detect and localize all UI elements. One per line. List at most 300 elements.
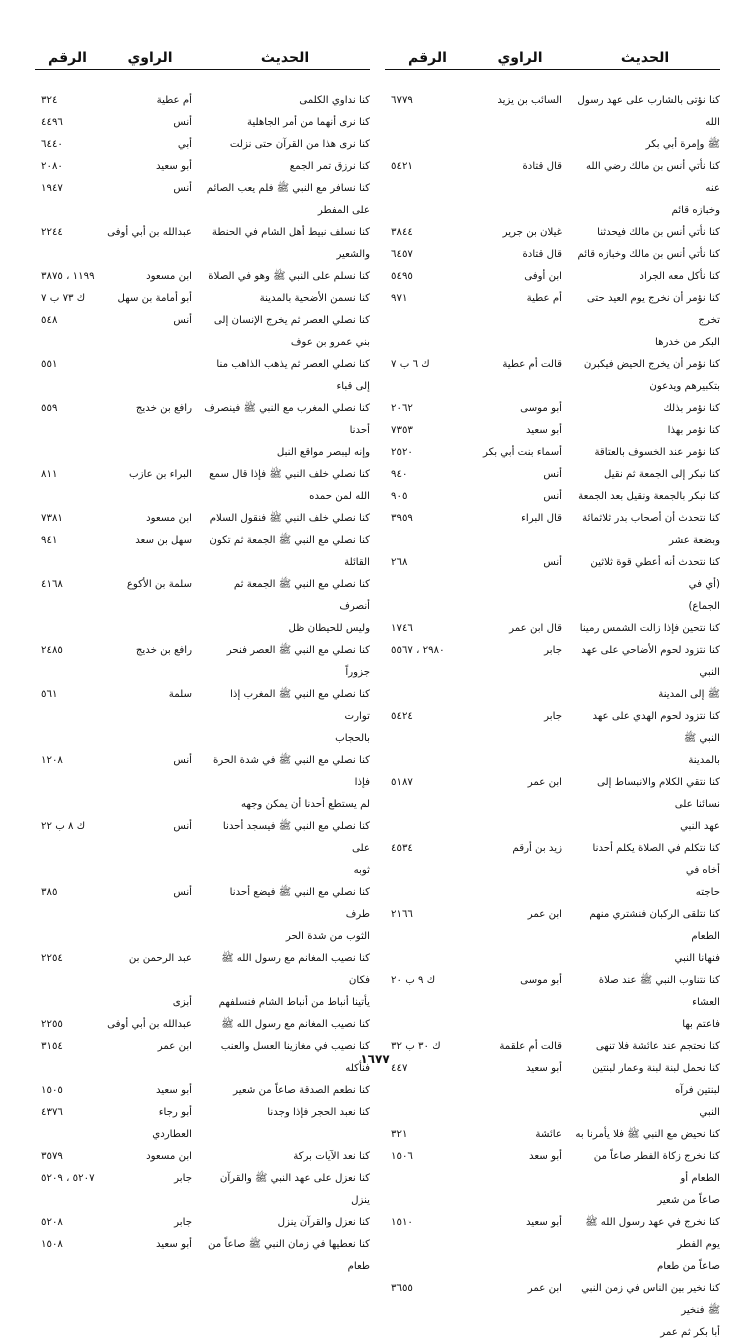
- rawi-name: [100, 926, 200, 948]
- hadith-number: ٨١١: [41, 469, 58, 480]
- hadith-number: ٣٢١: [391, 1129, 408, 1140]
- rawi-name: سلمة بن الأكوع: [126, 579, 192, 590]
- header-hadith: الحديث: [620, 50, 670, 66]
- hadith-number: ك ٨ ب ٢٢: [41, 821, 86, 832]
- hadith-text: كنا نحتجم عند عائشة فلا تنهى: [595, 1041, 720, 1052]
- rawi-name: عائشة: [535, 1129, 562, 1140]
- hadith-number: ٢٢٥٤: [41, 953, 63, 964]
- rawi-name: قالت أم عطية: [502, 359, 562, 370]
- table-row: [35, 134, 370, 156]
- table-row: [35, 310, 370, 332]
- hadith-text: كنا نحمل لبنة لبنة وعمار لبنتين لبنتين فرآه: [592, 1063, 720, 1096]
- hadith-number: [35, 376, 100, 398]
- rawi-name: [470, 816, 570, 838]
- hadith-text: كنا نؤمر بذلك: [663, 403, 720, 414]
- hadith-text: كنا نخير بين الناس في زمن النبي ﷺ فنخير: [581, 1283, 720, 1316]
- rawi-name: أنس: [173, 821, 192, 832]
- hadith-text: كنا نتحين فإذا زالت الشمس رمينا: [579, 623, 720, 634]
- table-row: [35, 1212, 370, 1234]
- hadith-text: فاعتم بها: [682, 1019, 720, 1030]
- hadith-number: [385, 1102, 470, 1124]
- rawi-name: غيلان بن جرير: [502, 227, 562, 238]
- rawi-name: أم عطية: [156, 95, 192, 106]
- rawi-name: أنس: [173, 117, 192, 128]
- hadith-number: ٥٤٨: [41, 315, 58, 326]
- rawi-name: [100, 200, 200, 222]
- rawi-name: [100, 376, 200, 398]
- table-row: [385, 1322, 720, 1344]
- hadith-text: ﷺ وإمرة أبي بكر: [645, 139, 720, 150]
- hadith-number: [385, 376, 470, 398]
- hadith-text: يأتينا أنباط من أنباط الشام فنسلفهم: [218, 997, 370, 1008]
- rawi-name: [470, 596, 570, 618]
- hadith-number: ٦٤٤٠: [41, 139, 63, 150]
- hadith-text: كنا نؤمر بهذا: [667, 425, 720, 436]
- rawi-name: جابر: [544, 711, 562, 722]
- table-row: [35, 728, 370, 750]
- rawi-name: أبو سعيد: [525, 425, 562, 436]
- hadith-number: ك ٦ ب ٧: [391, 359, 430, 370]
- hadith-text: كنا نرى أنهما من أمر الجاهلية: [246, 117, 370, 128]
- hadith-number: [385, 530, 470, 552]
- rawi-name: أبزى: [172, 997, 192, 1008]
- table-row: [385, 970, 720, 1014]
- hadith-number: [385, 882, 470, 904]
- left-column: [35, 40, 370, 1278]
- hadith-number: [35, 552, 100, 574]
- rawi-name: ابن أوفى: [524, 271, 562, 282]
- table-row: [35, 464, 370, 486]
- table-row: [385, 772, 720, 816]
- hadith-number: [385, 1322, 470, 1344]
- hadith-number: [385, 1014, 470, 1036]
- hadith-text: كنا نتقي الكلام والانبساط إلى نسائنا على: [597, 777, 720, 810]
- hadith-text: كنا نصلي مع النبي ﷺ الجمعة ثم أنصرف: [233, 579, 370, 612]
- hadith-text: كنا نصيب المغانم مع رسول الله ﷺ: [221, 1019, 370, 1030]
- hadith-text: كنا نصيب في مغازينا العسل والعنب فنأكله: [220, 1041, 370, 1074]
- hadith-number: ٦٤٥٧: [391, 249, 413, 260]
- table-row: [35, 1256, 370, 1278]
- table-row: [35, 860, 370, 882]
- hadith-number: ٥٥١: [41, 359, 58, 370]
- hadith-number: ٢٦٨: [391, 557, 408, 568]
- rawi-name: [470, 530, 570, 552]
- table-row: [35, 1014, 370, 1036]
- table-row: [385, 640, 720, 684]
- hadith-number: ك ٩ ب ٢٠: [391, 975, 436, 986]
- hadith-number: [385, 948, 470, 970]
- rawi-name: [470, 750, 570, 772]
- right-column-header: [385, 40, 720, 70]
- table-row: [35, 288, 370, 310]
- hadith-text: كنا نصلي المغرب مع النبي ﷺ فينصرف أحدنا: [204, 403, 370, 436]
- rawi-name: أنس: [173, 887, 192, 898]
- hadith-text: كنا نعد الآيات بركة: [293, 1151, 370, 1162]
- table-row: [35, 398, 370, 442]
- hadith-number: [385, 332, 470, 354]
- hadith-number: ٢٠٨٠: [41, 161, 63, 172]
- rawi-name: قالت أم علقمة: [499, 1041, 562, 1052]
- rawi-name: سلمة: [168, 689, 192, 700]
- hadith-text: كنا نصلي العصر ثم يذهب الذاهب منا: [216, 359, 370, 370]
- rawi-name: العطاردي: [152, 1129, 192, 1140]
- hadith-text: كنا نتكلم في الصلاة يكلم أحدنا أخاه في: [592, 843, 720, 876]
- hadith-number: ١٥٠٨: [41, 1239, 63, 1250]
- hadith-text: فنهانا النبي: [674, 953, 720, 964]
- hadith-text: الثوب من شدة الحر: [285, 931, 370, 942]
- table-row: [35, 552, 370, 574]
- table-row: [385, 1212, 720, 1256]
- hadith-number: ١٧٤٦: [391, 623, 413, 634]
- table-row: [385, 200, 720, 222]
- hadith-number: ٢٤٨٥: [41, 645, 63, 656]
- rawi-name: أبو موسى: [520, 403, 562, 414]
- hadith-text: كنا نصلي مع النبي ﷺ فيسجد أحدنا على: [222, 821, 370, 854]
- header-hadith: الحديث: [260, 50, 310, 66]
- hadith-text: كنا نأتي أنس بن مالك فيحدثنا: [597, 227, 720, 238]
- hadith-text: كنا نسافر مع النبي ﷺ فلم يعب الصائم: [206, 183, 370, 194]
- hadith-text: حاجته: [695, 887, 720, 898]
- hadith-number: [385, 684, 470, 706]
- hadith-text: كنا نؤمر أن يخرج الحيض فيكبرن: [583, 359, 720, 370]
- hadith-text: لم يستطع أحدنا أن يمكن وجهه: [240, 799, 370, 810]
- rawi-name: قال البراء: [521, 513, 562, 524]
- hadith-number: [385, 134, 470, 156]
- table-row: [385, 1124, 720, 1146]
- table-row: [385, 596, 720, 618]
- table-row: [385, 706, 720, 750]
- hadith-number: [35, 992, 100, 1014]
- hadith-number: ٤٤٧: [391, 1063, 408, 1074]
- table-row: [35, 200, 370, 222]
- hadith-number: ٩٤٠: [391, 469, 408, 480]
- hadith-text: وخبازه قائم: [671, 205, 720, 216]
- table-row: [35, 684, 370, 728]
- hadith-text: وبضعة عشر: [669, 535, 720, 546]
- rawi-name: [470, 134, 570, 156]
- hadith-number: [385, 1256, 470, 1278]
- hadith-number: ٥٤٢١: [391, 161, 413, 172]
- table-row: [35, 442, 370, 464]
- rawi-name: ابن مسعود: [146, 271, 192, 282]
- header-number: الرقم: [408, 50, 447, 66]
- hadith-number: ٥٤٩٥: [391, 271, 413, 282]
- rawi-name: أبي: [177, 139, 192, 150]
- rawi-name: جابر: [174, 1217, 192, 1228]
- rawi-name: [470, 1102, 570, 1124]
- hadith-number: ٣٨٤٤: [391, 227, 413, 238]
- rawi-name: جابر: [174, 1173, 192, 1184]
- hadith-text: كنا نعطيها في زمان النبي ﷺ صاعاً من: [207, 1239, 370, 1250]
- hadith-number: ٩٤١: [41, 535, 58, 546]
- table-row: [35, 1124, 370, 1146]
- rawi-name: عبد الرحمن بن: [128, 953, 192, 964]
- hadith-text: كنا نصلي العصر ثم يخرج الإنسان إلى: [213, 315, 370, 326]
- table-row: [385, 156, 720, 200]
- table-row: [385, 1256, 720, 1278]
- hadith-number: ٩٧١: [391, 293, 408, 304]
- hadith-text: عهد النبي: [680, 821, 720, 832]
- hadith-number: ٤٥٣٤: [391, 843, 413, 854]
- hadith-number: ك ٣٠ ب ٣٢: [391, 1041, 441, 1052]
- table-row: [35, 1234, 370, 1256]
- hadith-text: بالمدينة: [688, 755, 720, 766]
- hadith-text: كنا نصلي خلف النبي ﷺ فإذا قال سمع: [209, 469, 370, 480]
- hadith-number: ١٢٠٨: [41, 755, 63, 766]
- table-row: [35, 640, 370, 684]
- table-row: [385, 464, 720, 486]
- hadith-number: [35, 860, 100, 882]
- hadith-number: ١٥١٠: [391, 1217, 413, 1228]
- hadith-text: كنا نتحدث أن أصحاب بدر ثلاثمائة: [582, 513, 720, 524]
- table-row: [35, 112, 370, 134]
- hadith-text: كنا نتزود لحوم الهدي على عهد النبي ﷺ: [592, 711, 720, 744]
- hadith-number: [385, 596, 470, 618]
- hadith-number: ٧٣٥٣: [391, 425, 413, 436]
- rawi-name: [100, 442, 200, 464]
- hadith-number: ٥١٨٧: [391, 777, 413, 788]
- hadith-number: [35, 926, 100, 948]
- rawi-name: قال قتادة: [522, 161, 562, 172]
- table-row: [35, 816, 370, 860]
- rawi-name: قال ابن عمر: [509, 623, 562, 634]
- rawi-name: [470, 882, 570, 904]
- table-row: [35, 266, 370, 288]
- hadith-text: البكر من خدرها: [655, 337, 720, 348]
- table-row: [385, 332, 720, 354]
- rawi-name: [470, 684, 570, 706]
- table-row: [385, 244, 720, 266]
- rawi-name: أنس: [543, 491, 562, 502]
- rawi-name: [470, 1014, 570, 1036]
- rawi-name: أبو سعيد: [155, 1239, 192, 1250]
- hadith-text: على المفطر: [317, 205, 370, 216]
- table-row: [385, 552, 720, 596]
- hadith-number: [385, 816, 470, 838]
- hadith-number: ٥٤٢٤: [391, 711, 413, 722]
- table-row: [35, 486, 370, 508]
- hadith-text: كنا نسلم على النبي ﷺ وهو في الصلاة: [208, 271, 370, 282]
- rawi-name: [470, 1256, 570, 1278]
- rawi-name: أنس: [173, 755, 192, 766]
- table-row: [385, 1190, 720, 1212]
- table-row: [35, 1146, 370, 1168]
- rawi-name: [100, 860, 200, 882]
- right-column: [385, 40, 720, 1344]
- header-number: الرقم: [48, 50, 87, 66]
- rawi-name: [100, 794, 200, 816]
- rawi-name: أبو سعد: [529, 1151, 562, 1162]
- hadith-text: كنا نسمن الأضحية بالمدينة: [259, 293, 370, 304]
- table-row: [385, 222, 720, 244]
- hadith-number: ٥٢٠٨: [41, 1217, 63, 1228]
- hadith-number: ٤١٦٨: [41, 579, 63, 590]
- hadith-number: ٥٥٩: [41, 403, 58, 414]
- hadith-text: وليس للحيطان ظل: [288, 623, 370, 634]
- table-row: [385, 420, 720, 442]
- table-row: [385, 376, 720, 398]
- rawi-name: [470, 1322, 570, 1344]
- rawi-name: السائب بن يزيد: [497, 95, 562, 106]
- hadith-number: ك ٧٣ ب ٧: [41, 293, 86, 304]
- table-row: [385, 1146, 720, 1190]
- table-row: [35, 222, 370, 266]
- hadith-text: ثوبه: [353, 865, 370, 876]
- hadith-text: كنا نطعم الصدقة صاعاً من شعير: [233, 1085, 370, 1096]
- hadith-text: كنا نؤمر أن نخرج يوم العيد حتى تخرج: [586, 293, 720, 326]
- table-row: [385, 530, 720, 552]
- hadith-number: [35, 794, 100, 816]
- table-row: [385, 1278, 720, 1322]
- hadith-number: ٢٠٦٢: [391, 403, 413, 414]
- table-row: [385, 398, 720, 420]
- table-row: [385, 90, 720, 134]
- rawi-name: [470, 948, 570, 970]
- table-row: [385, 1014, 720, 1036]
- hadith-number: ٣٦٥٥: [391, 1283, 413, 1294]
- table-row: [385, 816, 720, 838]
- hadith-text: كنا نتلقى الركبان فنشتري منهم الطعام: [589, 909, 720, 942]
- hadith-text: كنا نؤمر عند الخسوف بالعتاقة: [594, 447, 720, 458]
- hadith-number: ٧٣٨١: [41, 513, 63, 524]
- hadith-text: كنا نرزق تمر الجمع: [289, 161, 370, 172]
- rawi-name: [100, 552, 200, 574]
- hadith-text: القائلة: [344, 557, 370, 568]
- hadith-text: كنا نحيض مع النبي ﷺ فلا يأمرنا به: [575, 1129, 720, 1140]
- rawi-name: [100, 354, 200, 376]
- hadith-number: ١١٩٩ ، ٣٨٧٥: [41, 271, 95, 282]
- rawi-name: أسماء بنت أبي بكر: [482, 447, 562, 458]
- right-column-rows: [385, 90, 720, 1344]
- rawi-name: ابن مسعود: [146, 513, 192, 524]
- hadith-number: ٣١٥٤: [41, 1041, 63, 1052]
- hadith-text: ﷺ إلى المدينة: [658, 689, 720, 700]
- table-row: [35, 926, 370, 948]
- hadith-number: [385, 200, 470, 222]
- rawi-name: البراء بن عازب: [128, 469, 192, 480]
- table-row: [35, 1080, 370, 1102]
- hadith-number: ١٥٠٦: [391, 1151, 413, 1162]
- table-row: [385, 134, 720, 156]
- hadith-text: كنا نصلي مع النبي ﷺ في شدة الحرة فإذا: [212, 755, 370, 788]
- table-row: [35, 948, 370, 992]
- table-row: [35, 574, 370, 618]
- hadith-number: ٤٣٧٦: [41, 1107, 63, 1118]
- hadith-text: كنا نعزل على عهد النبي ﷺ والقرآن ينزل: [219, 1173, 370, 1206]
- hadith-text: كنا نداوي الكلمى: [299, 95, 370, 106]
- table-row: [385, 486, 720, 508]
- rawi-name: رافع بن خديج: [135, 645, 192, 656]
- hadith-text: كنا نأتي أنس بن مالك رضي الله عنه: [585, 161, 720, 194]
- hadith-number: ٥٢٠٧ ، ٥٢٠٩: [41, 1173, 95, 1184]
- rawi-name: [470, 200, 570, 222]
- hadith-number: [35, 442, 100, 464]
- hadith-text: كنا نبكر إلى الجمعة ثم نقيل: [604, 469, 720, 480]
- rawi-name: أنس: [543, 557, 562, 568]
- header-rawi: الراوي: [127, 50, 173, 66]
- hadith-text: إلى قباء: [336, 381, 370, 392]
- rawi-name: أبو سعيد: [155, 1085, 192, 1096]
- hadith-text: كنا نسلف نبيط أهل الشام في الحنطة والشعير: [211, 227, 370, 260]
- rawi-name: [100, 618, 200, 640]
- hadith-number: ٢١٦٦: [391, 909, 413, 920]
- hadith-number: [35, 1124, 100, 1146]
- table-row: [35, 1168, 370, 1212]
- hadith-text: كنا نصلي خلف النبي ﷺ فنقول السلام: [209, 513, 370, 524]
- hadith-text: كنا نصلي مع النبي ﷺ فيضع أحدنا طرف: [229, 887, 370, 920]
- header-rawi: الراوي: [497, 50, 543, 66]
- table-row: [385, 882, 720, 904]
- rawi-name: جابر: [544, 645, 562, 656]
- table-row: [385, 618, 720, 640]
- hadith-text: كنا نتزود لحوم الأضاحي على عهد النبي: [581, 645, 720, 678]
- rawi-name: عبدالله بن أبي أوفى: [107, 1019, 192, 1030]
- hadith-number: [385, 1190, 470, 1212]
- rawi-name: [470, 376, 570, 398]
- rawi-name: ابن مسعود: [146, 1151, 192, 1162]
- hadith-number: ٢٥٢٠: [391, 447, 413, 458]
- hadith-text: كنا نصيب المغانم مع رسول الله ﷺ فكان: [221, 953, 370, 986]
- table-row: [35, 376, 370, 398]
- table-row: [35, 354, 370, 376]
- hadith-text: بتكبيرهم ويدعون: [649, 381, 720, 392]
- hadith-text: أبا بكر ثم عمر: [660, 1327, 720, 1338]
- rawi-name: أبو سعيد: [525, 1217, 562, 1228]
- hadith-number: ١٥٠٥: [41, 1085, 63, 1096]
- rawi-name: أنس: [543, 469, 562, 480]
- hadith-number: ٦٧٧٩: [391, 95, 413, 106]
- rawi-name: ابن عمر: [527, 909, 562, 920]
- hadith-text: بني عمرو بن عوف: [290, 337, 370, 348]
- table-row: [35, 178, 370, 200]
- rawi-name: أم عطية: [526, 293, 562, 304]
- hadith-text: كنا نخرج في عهد رسول الله ﷺ يوم الفطر: [585, 1217, 720, 1250]
- hadith-number: [35, 618, 100, 640]
- rawi-name: رافع بن خديج: [135, 403, 192, 414]
- hadith-text: وإنه ليبصر مواقع النبل: [276, 447, 370, 458]
- table-row: [385, 684, 720, 706]
- table-row: [385, 948, 720, 970]
- rawi-name: [100, 728, 200, 750]
- hadith-number: ٣٢٤: [41, 95, 58, 106]
- hadith-text: كنا نعزل والقرآن ينزل: [277, 1217, 370, 1228]
- hadith-number: ٣٨٥: [41, 887, 58, 898]
- hadith-number: [35, 200, 100, 222]
- table-row: [35, 750, 370, 794]
- hadith-text: كنا نأتي أنس بن مالك وخبازه قائم: [577, 249, 720, 260]
- rawi-name: أنس: [173, 315, 192, 326]
- hadith-text: بالحجاب: [335, 733, 370, 744]
- hadith-text: كنا نؤتى بالشارب على عهد رسول الله: [577, 95, 720, 128]
- rawi-name: أنس: [173, 183, 192, 194]
- hadith-text: كنا نتناوب النبي ﷺ عند صلاة العشاء: [598, 975, 720, 1008]
- hadith-text: كنا نعبد الحجر فإذا وجدنا: [267, 1107, 370, 1118]
- hadith-text: الجماع): [688, 601, 720, 612]
- table-row: [35, 1102, 370, 1124]
- hadith-number: ٥٦١: [41, 689, 58, 700]
- table-row: [35, 618, 370, 640]
- hadith-number: ٢٩٨٠ ، ٥٥٦٧: [391, 645, 445, 656]
- hadith-number: [35, 486, 100, 508]
- table-row: [35, 156, 370, 178]
- table-row: [385, 838, 720, 882]
- left-column-header: [35, 40, 370, 70]
- hadith-text: كنا نصلي مع النبي ﷺ المغرب إذا توارت: [230, 689, 370, 722]
- rawi-name: أبو رجاء: [158, 1107, 192, 1118]
- rawi-name: قال قتادة: [522, 249, 562, 260]
- table-row: [35, 508, 370, 530]
- table-row: [35, 90, 370, 112]
